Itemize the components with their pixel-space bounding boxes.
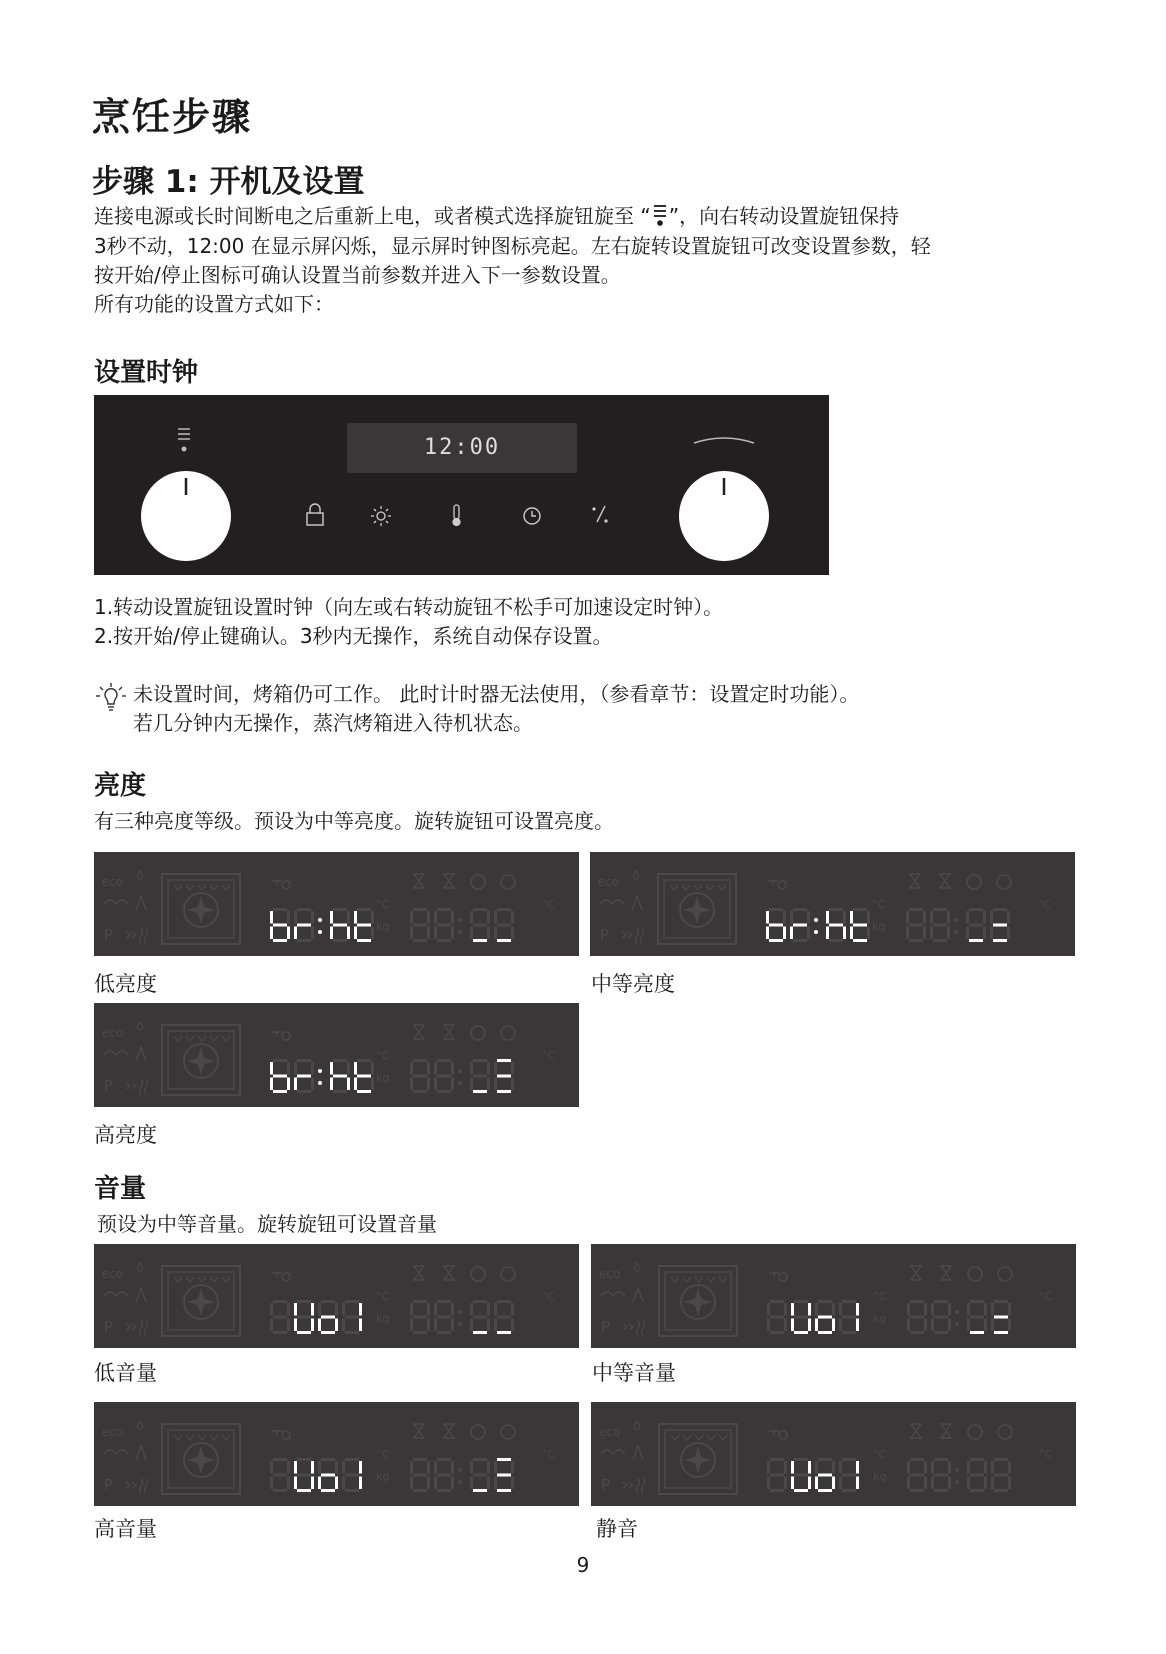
text-digit-2	[330, 1059, 350, 1093]
sun-icon[interactable]	[371, 506, 391, 526]
colon-dot	[318, 918, 322, 922]
grill-icon	[136, 1288, 146, 1302]
colon-dot	[458, 1069, 462, 1073]
level-digit-0	[907, 1458, 927, 1492]
text-digit-2	[815, 1300, 835, 1334]
water-drop-icon	[634, 1263, 640, 1271]
level-digit-1	[931, 1300, 951, 1334]
colon-dot	[318, 1069, 322, 1073]
brightness-heading: 亮度	[94, 771, 147, 801]
intro-text-b: ”，向右转动设置旋钮保持	[668, 204, 900, 228]
level-digit-3	[494, 1300, 514, 1334]
text-digit-3	[850, 908, 870, 942]
steam-icon	[126, 1079, 148, 1095]
hourglass-end-icon	[941, 1266, 951, 1280]
grill-icon	[136, 896, 146, 910]
alarm-icon	[471, 1267, 485, 1281]
colon-dot	[458, 1081, 462, 1085]
text-digit-0	[270, 908, 290, 942]
level-digit-3	[494, 1059, 514, 1093]
volume-label-low: 低音量	[94, 1361, 157, 1385]
clock-step-2: 2.按开始/停止键确认。3秒内无操作，系统自动保存设置。	[94, 624, 613, 648]
steam-hand-icon	[601, 1292, 625, 1296]
alarm-icon	[471, 875, 485, 889]
timer-icon	[998, 1425, 1012, 1439]
key-icon	[768, 881, 786, 889]
level-digit-3	[494, 908, 514, 942]
timer-icon	[501, 1026, 515, 1040]
hourglass-icon	[911, 1266, 921, 1280]
p-icon: P	[104, 1318, 114, 1336]
kg-icon: kg	[873, 1470, 887, 1483]
celsius-icon: °C	[376, 1049, 390, 1062]
colon-dot	[458, 1480, 462, 1484]
intro-text-a: 连接电源或长时间断电之后重新上电，或者模式选择旋钮旋至 “	[94, 204, 651, 228]
colon-dot	[458, 918, 462, 922]
text-digit-3	[342, 1300, 362, 1334]
mode-menu-icon	[651, 203, 669, 227]
celsius-right-icon: °C	[542, 1448, 556, 1461]
alarm-icon	[471, 1026, 485, 1040]
level-digit-0	[410, 1300, 430, 1334]
key-icon	[272, 1032, 290, 1040]
level-digit-1	[931, 1458, 951, 1492]
celsius-right-icon: °C	[542, 1049, 556, 1062]
water-drop-icon	[137, 1022, 143, 1030]
oven-fan-icon	[162, 1424, 240, 1494]
steam-icon	[622, 928, 644, 944]
text-digit-0	[270, 1059, 290, 1093]
level-digit-1	[434, 908, 454, 942]
celsius-icon: °C	[376, 1290, 390, 1303]
kg-icon: kg	[376, 920, 390, 933]
level-digit-3	[991, 1300, 1011, 1334]
volume-label-mute: 静音	[596, 1517, 638, 1541]
page-number: 9	[576, 1553, 590, 1577]
steam-icon	[623, 1478, 645, 1494]
text-digit-3	[354, 1059, 374, 1093]
timer-icon	[501, 1425, 515, 1439]
volume-display-low	[94, 1244, 579, 1348]
lock-icon[interactable]	[307, 504, 323, 525]
oven-fan-icon	[162, 1025, 240, 1095]
control-panel	[94, 395, 829, 575]
brightness-display-medium	[590, 852, 1075, 956]
kg-icon: kg	[376, 1071, 390, 1084]
hourglass-icon	[910, 874, 920, 888]
level-digit-1	[434, 1458, 454, 1492]
celsius-right-icon: °C	[542, 1290, 556, 1303]
steam-icon	[126, 1320, 148, 1336]
steam-icon	[126, 1478, 148, 1494]
water-drop-icon	[137, 1421, 143, 1429]
steam-icon	[623, 1320, 645, 1336]
text-digit-2	[318, 1458, 338, 1492]
grill-icon	[632, 896, 642, 910]
steam-hand-icon	[104, 1051, 128, 1055]
level-digit-3	[990, 908, 1010, 942]
p-icon: P	[104, 1077, 114, 1095]
clock-heading: 设置时钟	[94, 358, 199, 388]
clock-step-1: 1.转动设置旋钮设置时钟（向左或右转动旋钮不松手可加速设定时钟）。	[94, 595, 724, 619]
colon-dot	[458, 1322, 462, 1326]
alarm-icon	[967, 875, 981, 889]
tip-line-2: 若几分钟内无操作，蒸汽烤箱进入待机状态。	[133, 711, 533, 735]
grill-icon	[633, 1446, 643, 1460]
text-digit-3	[839, 1300, 859, 1334]
eco-icon: eco	[598, 875, 620, 889]
text-digit-1	[791, 1458, 811, 1492]
oven-fan-icon	[659, 1266, 737, 1336]
step-heading: 步骤 1: 开机及设置	[92, 164, 365, 200]
level-digit-3	[991, 1458, 1011, 1492]
clock-display	[347, 423, 577, 473]
text-digit-2	[318, 1300, 338, 1334]
setting-knob[interactable]	[679, 471, 769, 561]
eco-icon: eco	[102, 875, 124, 889]
hourglass-end-icon	[444, 874, 454, 888]
steam-hand-icon	[104, 900, 128, 904]
water-drop-icon	[137, 1263, 143, 1271]
colon-dot	[318, 930, 322, 934]
timer-icon	[501, 875, 515, 889]
steam-icon	[126, 928, 148, 944]
brightness-label-low: 低亮度	[94, 972, 157, 996]
mode-menu-icon	[178, 429, 190, 452]
colon-dot	[955, 1480, 959, 1484]
oven-fan-icon	[659, 1424, 737, 1494]
grill-icon	[136, 1446, 146, 1460]
hourglass-icon	[414, 1025, 424, 1039]
p-icon: P	[601, 1476, 611, 1494]
water-drop-icon	[137, 871, 143, 879]
level-digit-2	[470, 1059, 490, 1093]
colon-dot	[458, 1310, 462, 1314]
oven-fan-icon	[162, 1266, 240, 1336]
brightness-label-medium: 中等亮度	[591, 972, 675, 996]
p-icon: P	[104, 1476, 114, 1494]
eco-icon: eco	[102, 1267, 124, 1281]
colon-dot	[458, 930, 462, 934]
text-digit-2	[815, 1458, 835, 1492]
level-digit-0	[907, 1300, 927, 1334]
hourglass-end-icon	[444, 1266, 454, 1280]
brightness-label-high: 高亮度	[94, 1123, 157, 1147]
hourglass-icon	[414, 1424, 424, 1438]
grill-icon	[633, 1288, 643, 1302]
text-digit-1	[294, 1059, 314, 1093]
timer-icon	[997, 875, 1011, 889]
level-digit-2	[470, 1458, 490, 1492]
level-digit-2	[470, 1300, 490, 1334]
mode-selector-knob[interactable]	[141, 471, 231, 561]
key-icon	[769, 1431, 787, 1439]
steam-hand-icon	[601, 1450, 625, 1454]
key-icon	[272, 1273, 290, 1281]
level-digit-1	[434, 1300, 454, 1334]
thermometer-icon[interactable]	[453, 505, 460, 526]
volume-display-high	[94, 1402, 579, 1506]
colon-dot	[318, 1081, 322, 1085]
text-digit-1	[294, 1300, 314, 1334]
eco-icon: eco	[599, 1425, 621, 1439]
volume-label-medium: 中等音量	[592, 1361, 676, 1385]
key-icon	[272, 881, 290, 889]
colon-dot	[458, 1468, 462, 1472]
steam-hand-icon	[104, 1292, 128, 1296]
key-icon	[769, 1273, 787, 1281]
text-digit-3	[839, 1458, 859, 1492]
timer-icon	[998, 1267, 1012, 1281]
intro-line-4: 所有功能的设置方式如下：	[94, 292, 334, 316]
hourglass-end-icon	[444, 1424, 454, 1438]
oven-fan-icon	[162, 874, 240, 944]
level-digit-3	[494, 1458, 514, 1492]
kg-icon: kg	[376, 1312, 390, 1325]
celsius-icon: °C	[873, 1448, 887, 1461]
level-digit-2	[470, 908, 490, 942]
brightness-display-low	[94, 852, 579, 956]
knob-arc-icon	[694, 438, 754, 443]
kg-icon: kg	[873, 1312, 887, 1325]
steam-hand-icon	[600, 900, 624, 904]
level-digit-2	[967, 1300, 987, 1334]
brightness-display-high	[94, 1003, 579, 1107]
colon-dot	[954, 918, 958, 922]
p-icon: P	[601, 1318, 611, 1336]
text-digit-2	[826, 908, 846, 942]
clock-icon[interactable]	[524, 508, 540, 524]
celsius-right-icon: °C	[1039, 1290, 1053, 1303]
celsius-right-icon: °C	[1038, 898, 1052, 911]
volume-desc: 预设为中等音量。旋转旋钮可设置音量	[97, 1212, 437, 1236]
celsius-icon: °C	[376, 1448, 390, 1461]
steam-hand-icon	[104, 1450, 128, 1454]
eco-icon: eco	[102, 1425, 124, 1439]
alarm-icon	[968, 1425, 982, 1439]
level-digit-2	[967, 1458, 987, 1492]
celsius-right-icon: °C	[542, 898, 556, 911]
text-digit-2	[330, 908, 350, 942]
colon-dot	[954, 930, 958, 934]
hourglass-end-icon	[941, 1424, 951, 1438]
volume-heading: 音量	[94, 1174, 147, 1204]
colon-dot	[955, 1468, 959, 1472]
text-digit-3	[342, 1458, 362, 1492]
eco-icon: eco	[599, 1267, 621, 1281]
page-title: 烹饪步骤	[92, 95, 253, 139]
text-digit-0	[767, 1458, 787, 1492]
hourglass-icon	[414, 1266, 424, 1280]
colon-dot	[814, 930, 818, 934]
text-digit-1	[294, 908, 314, 942]
start-stop-icon[interactable]	[592, 506, 607, 523]
hourglass-icon	[911, 1424, 921, 1438]
key-icon	[272, 1431, 290, 1439]
level-digit-2	[966, 908, 986, 942]
volume-label-high: 高音量	[94, 1517, 157, 1541]
lightbulb-tip-icon	[94, 682, 128, 716]
volume-display-medium	[591, 1244, 1076, 1348]
intro-line-1	[94, 202, 899, 231]
hourglass-end-icon	[444, 1025, 454, 1039]
hourglass-end-icon	[940, 874, 950, 888]
text-digit-0	[766, 908, 786, 942]
colon-dot	[955, 1310, 959, 1314]
text-digit-0	[270, 1458, 290, 1492]
timer-icon	[501, 1267, 515, 1281]
text-digit-1	[790, 908, 810, 942]
text-digit-0	[270, 1300, 290, 1334]
intro-line-3: 按开始/停止图标可确认设置当前参数并进入下一参数设置。	[94, 263, 621, 287]
intro-line-2: 3秒不动，12:00 在显示屏闪烁，显示屏时钟图标亮起。左右旋转设置旋钮可改变设置参数，轻	[94, 234, 931, 258]
water-drop-icon	[634, 1421, 640, 1429]
oven-fan-icon	[658, 874, 736, 944]
volume-display-mute	[591, 1402, 1076, 1506]
p-icon: P	[600, 926, 610, 944]
text-digit-1	[791, 1300, 811, 1334]
brightness-desc: 有三种亮度等级。预设为中等亮度。旋转旋钮可设置亮度。	[94, 809, 614, 833]
grill-icon	[136, 1047, 146, 1061]
text-digit-0	[767, 1300, 787, 1334]
level-digit-0	[410, 908, 430, 942]
celsius-icon: °C	[872, 898, 886, 911]
alarm-icon	[471, 1425, 485, 1439]
eco-icon: eco	[102, 1026, 124, 1040]
celsius-icon: °C	[873, 1290, 887, 1303]
hourglass-icon	[414, 874, 424, 888]
text-digit-1	[294, 1458, 314, 1492]
level-digit-0	[410, 1458, 430, 1492]
clock-time: 12:00	[423, 435, 501, 460]
alarm-icon	[968, 1267, 982, 1281]
kg-icon: kg	[376, 1470, 390, 1483]
kg-icon: kg	[872, 920, 886, 933]
celsius-icon: °C	[376, 898, 390, 911]
colon-dot	[814, 918, 818, 922]
celsius-right-icon: °C	[1039, 1448, 1053, 1461]
water-drop-icon	[633, 871, 639, 879]
text-digit-3	[354, 908, 374, 942]
colon-dot	[955, 1322, 959, 1326]
p-icon: P	[104, 926, 114, 944]
level-digit-0	[906, 908, 926, 942]
level-digit-1	[930, 908, 950, 942]
level-digit-1	[434, 1059, 454, 1093]
level-digit-0	[410, 1059, 430, 1093]
tip-line-1: 未设置时间，烤箱仍可工作。 此时计时器无法使用，（参看章节：设置定时功能）。	[133, 682, 860, 706]
